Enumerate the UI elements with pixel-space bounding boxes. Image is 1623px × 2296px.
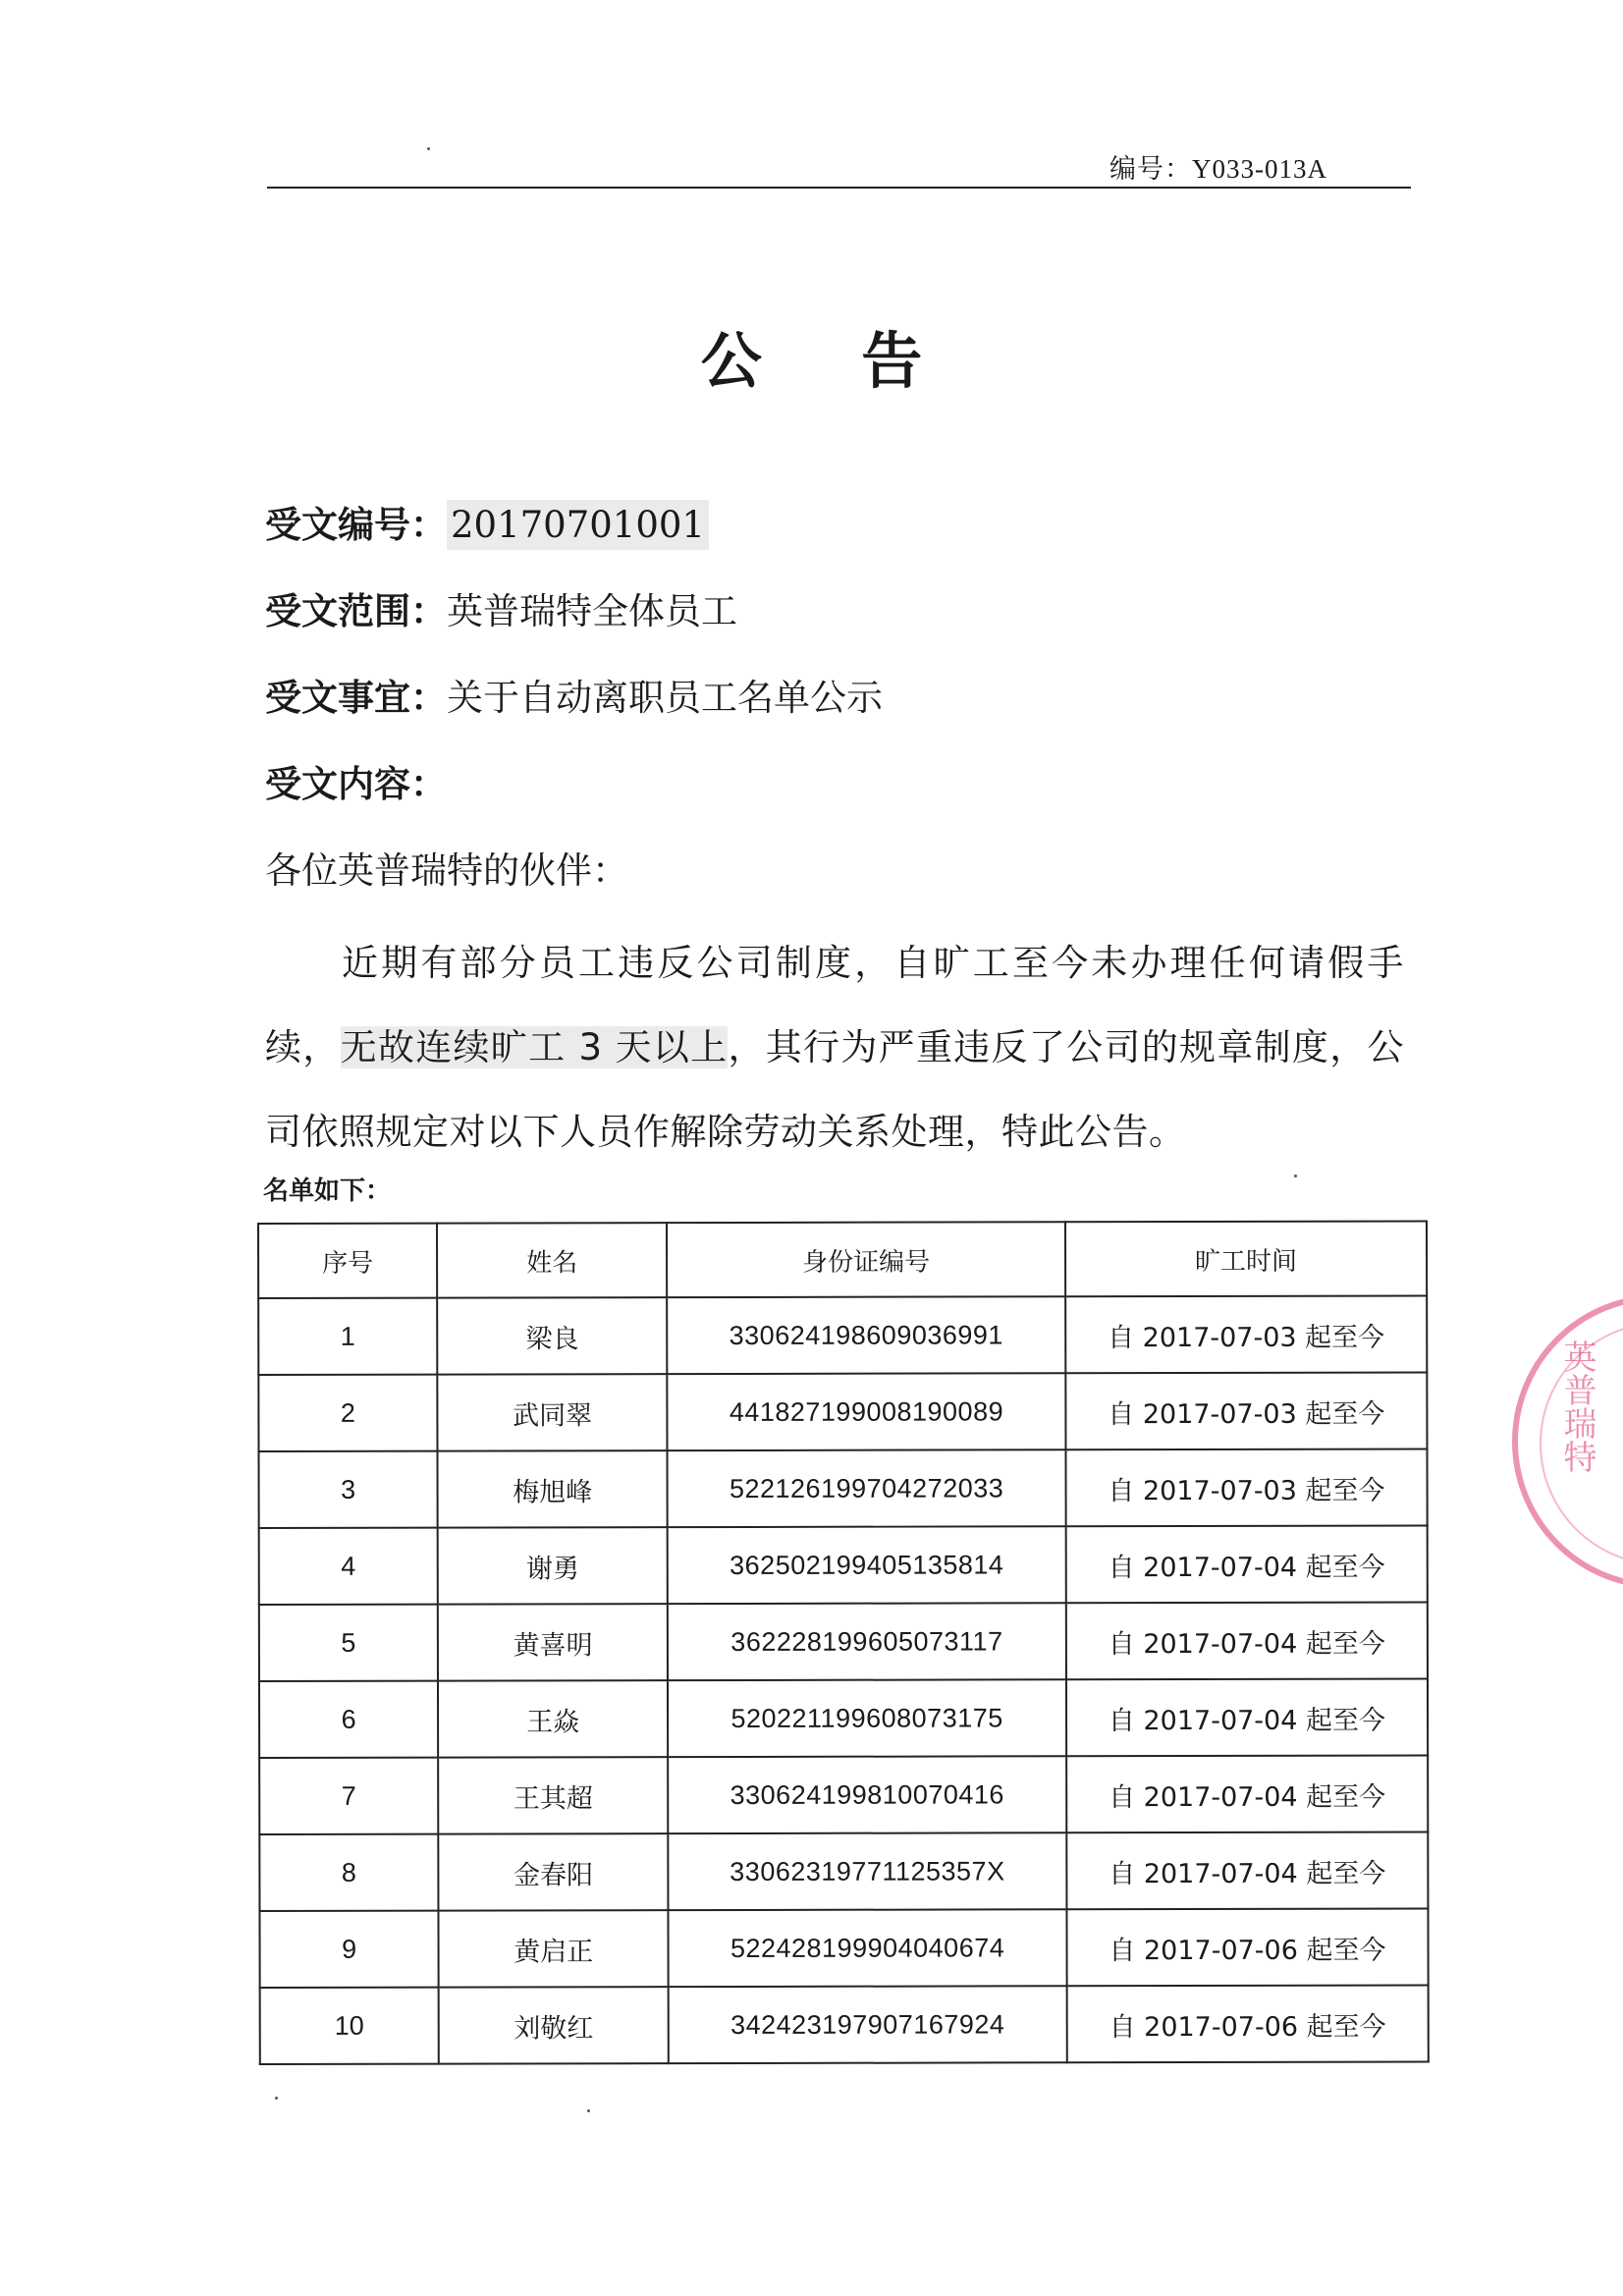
seq-cell: 8 (259, 1834, 438, 1911)
scan-speck (427, 147, 430, 150)
id-cell: 522126199704272033 (668, 1449, 1066, 1527)
id-cell: 330624198609036991 (668, 1296, 1066, 1374)
field-label: 受文编号： (265, 504, 447, 546)
field-label: 受文事宜： (265, 677, 447, 719)
scan-speck (1294, 1175, 1297, 1177)
id-cell: 441827199008190089 (668, 1373, 1066, 1450)
id-cell: 330624199810070416 (668, 1756, 1066, 1833)
name-cell: 梁良 (437, 1297, 667, 1374)
header-divider (267, 187, 1411, 189)
salutation: 各位英普瑞特的伙伴： (265, 849, 628, 892)
notice-body (265, 921, 1404, 1175)
name-cell: 黄启正 (438, 1910, 668, 1987)
time-cell: 自 2017-07-04 起至今 (1066, 1832, 1428, 1910)
table-row (259, 1909, 1428, 1988)
id-cell: 362228199605073117 (668, 1603, 1066, 1680)
table-row (258, 1449, 1427, 1528)
time-cell: 自 2017-07-04 起至今 (1066, 1603, 1428, 1680)
table-row (259, 1756, 1428, 1834)
scan-speck (275, 2097, 278, 2100)
time-cell: 自 2017-07-03 起至今 (1065, 1449, 1427, 1527)
document-number: 编号：Y033-013A (1109, 154, 1327, 184)
seq-cell: 10 (260, 1988, 439, 2064)
time-cell: 自 2017-07-04 起至今 (1066, 1756, 1428, 1833)
name-cell: 王焱 (438, 1680, 668, 1757)
field-content (265, 754, 447, 807)
name-cell: 梅旭峰 (438, 1450, 668, 1527)
time-cell: 自 2017-07-04 起至今 (1065, 1526, 1427, 1604)
table-row (259, 1679, 1428, 1758)
table-row (258, 1373, 1427, 1451)
name-cell: 金春阳 (438, 1833, 668, 1910)
name-cell: 刘敬红 (439, 1987, 669, 2063)
id-cell: 520221199608073175 (668, 1679, 1066, 1757)
time-cell: 自 2017-07-03 起至今 (1065, 1296, 1427, 1374)
body-highlight: 无故连续旷工 3 天以上 (340, 1026, 729, 1068)
time-cell: 自 2017-07-06 起至今 (1066, 1909, 1428, 1987)
id-cell: 522428199904040674 (669, 1909, 1067, 1987)
list-intro: 名单如下： (263, 1176, 392, 1206)
header-absence-time: 旷工时间 (1065, 1222, 1427, 1297)
table-row (259, 1603, 1428, 1681)
field-subject (265, 668, 883, 721)
seq-cell: 1 (258, 1298, 437, 1375)
header-seq: 序号 (258, 1224, 437, 1298)
id-cell: 362502199405135814 (668, 1526, 1066, 1604)
seq-cell: 3 (258, 1451, 437, 1528)
id-cell: 33062319771125357X (669, 1832, 1067, 1910)
seq-cell: 7 (259, 1758, 438, 1834)
name-cell: 谢勇 (438, 1527, 668, 1604)
time-cell: 自 2017-07-06 起至今 (1066, 1986, 1428, 2063)
table-row (259, 1526, 1428, 1605)
id-cell: 342423197907167924 (669, 1986, 1067, 2063)
table-row (260, 1986, 1429, 2064)
body-part-1: 近期有部分员工违反公司制度，自旷工至今未办理任何请假手续， (265, 942, 1404, 1068)
time-cell: 自 2017-07-04 起至今 (1066, 1679, 1428, 1757)
subject-value: 关于自动离职员工名单公示 (447, 677, 883, 719)
field-reference-number (265, 495, 709, 548)
seq-cell: 4 (259, 1528, 438, 1605)
scan-speck (587, 2109, 590, 2112)
seq-cell: 2 (258, 1375, 437, 1451)
table-row (259, 1832, 1428, 1911)
table-header-row (258, 1222, 1427, 1298)
field-scope (265, 581, 737, 634)
body-part-2: ，其行为严重违反了公司的规章制度，公司依照规定对以下人员作解除劳动关系处理，特此公告。 (265, 1026, 1405, 1153)
reference-number-value: 20170701001 (447, 500, 709, 550)
header-name: 姓名 (437, 1223, 667, 1297)
seq-cell: 6 (259, 1681, 438, 1758)
table-row (258, 1296, 1427, 1375)
header-id-number: 身份证编号 (667, 1222, 1065, 1297)
seal-text: 英普瑞特 (1557, 1339, 1596, 1473)
name-cell: 黄喜明 (438, 1604, 668, 1680)
dismissal-table (257, 1221, 1430, 2065)
company-seal-stamp (1512, 1294, 1623, 1589)
page-title: 公 告 (700, 325, 962, 397)
field-label: 受文范围： (265, 590, 447, 632)
seq-cell: 9 (259, 1911, 438, 1988)
name-cell: 王其超 (438, 1757, 668, 1833)
time-cell: 自 2017-07-03 起至今 (1065, 1373, 1427, 1450)
name-cell: 武同翠 (437, 1374, 667, 1450)
field-label: 受文内容： (265, 763, 447, 805)
scope-value: 英普瑞特全体员工 (447, 590, 737, 632)
seq-cell: 5 (259, 1605, 438, 1681)
